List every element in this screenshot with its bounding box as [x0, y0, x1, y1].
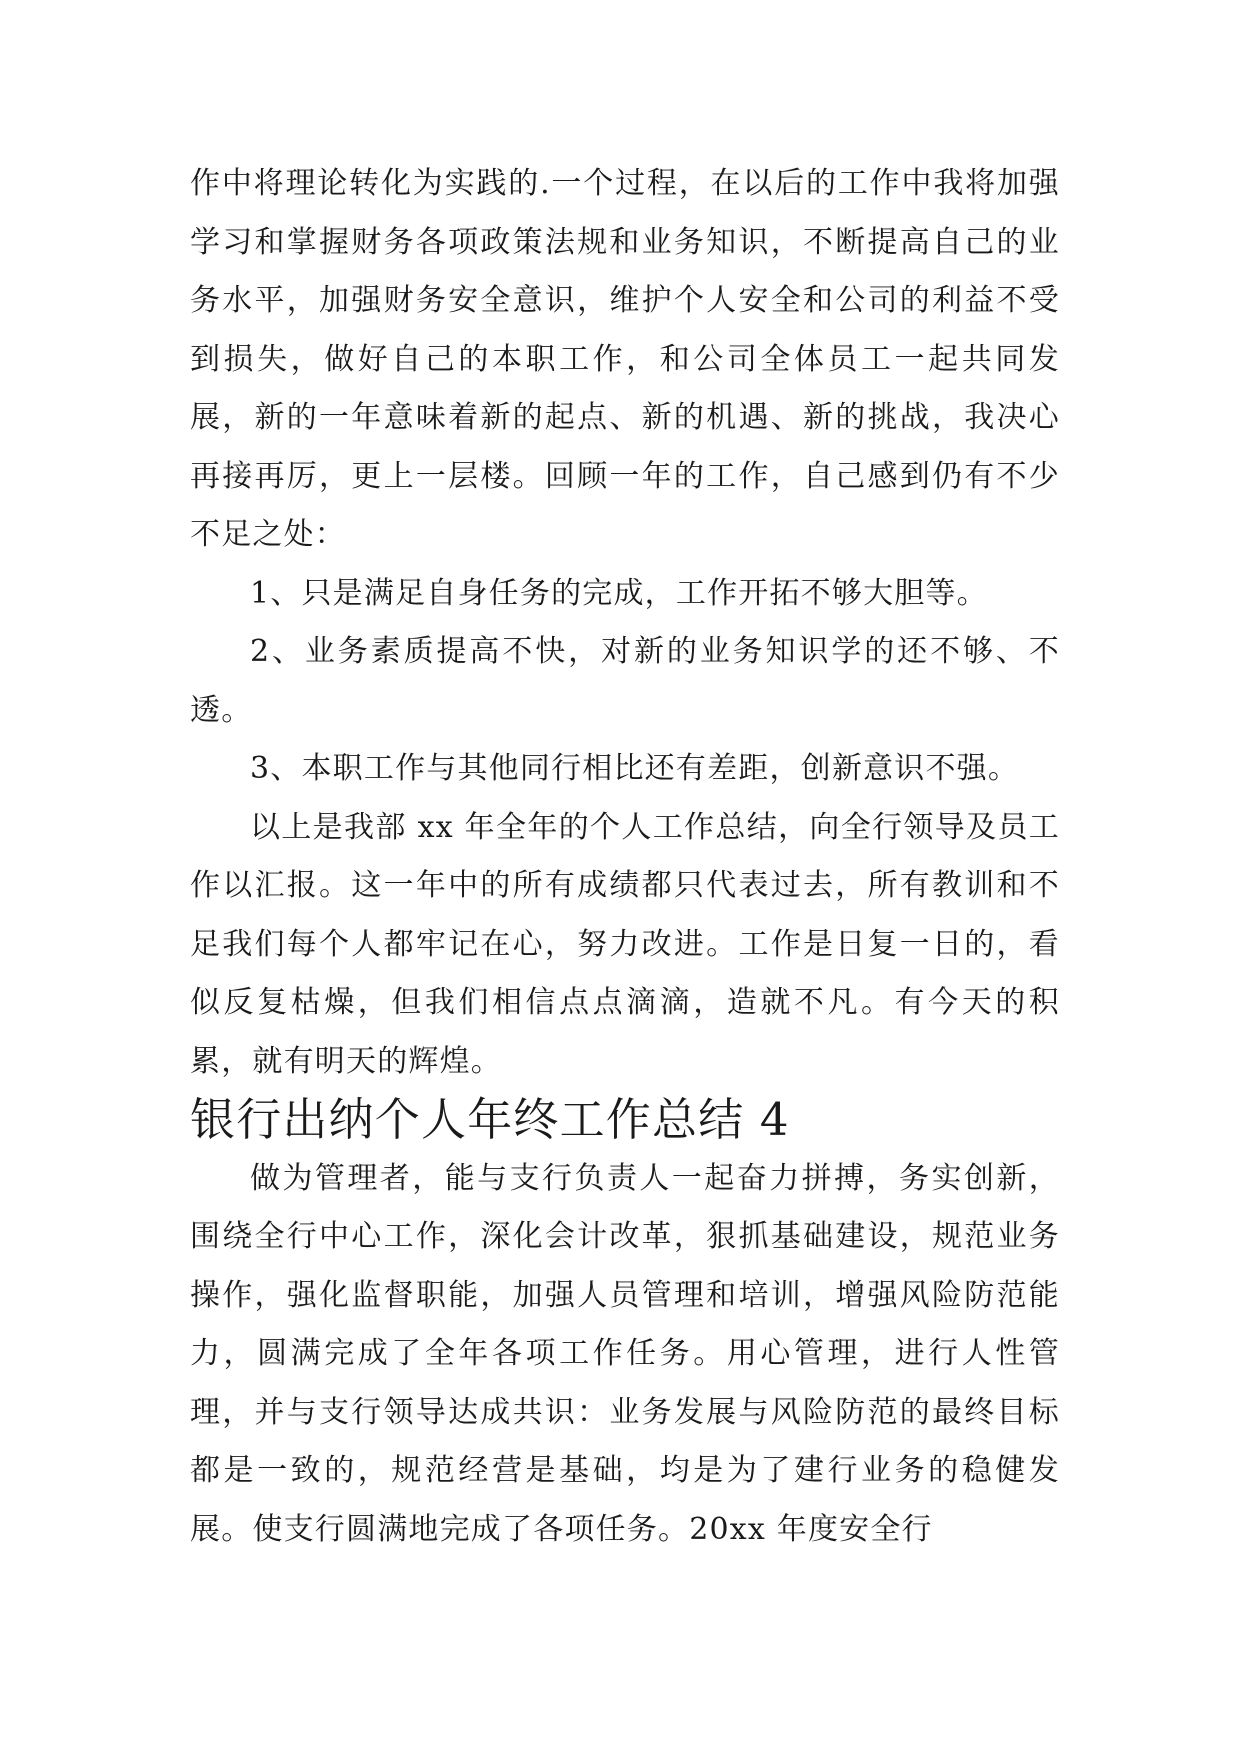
list-item-2: 2、业务素质提高不快，对新的业务知识学的还不够、不透。: [190, 634, 1060, 728]
list-item-1: 1、只是满足自身任务的完成，工作开拓不够大胆等。: [250, 575, 988, 611]
document-body: [190, 155, 1060, 1559]
paragraph-section-4: 做为管理者，能与支行负责人一起奋力拼搏，务实创新，围绕全行中心工作，深化会计改革，狠抓基础建设，规范业务操作，强化监督职能，加强人员管理和培训，增强风险防范能力，圆满完成了全年各项工作任务。用心管理，进行人性管理，并与支行领导达成共识：业务发展与风险防范的最终目标都是一致的，规范经营是基础，均是为了建行业务的稳健发展。使支行圆满地完成了各项任务。20xx 年度安全行: [190, 1160, 1060, 1547]
paragraph-continuation: 作中将理论转化为实践的.一个过程，在以后的工作中我将加强学习和掌握财务各项政策法规和业务知识，不断提高自己的业务水平，加强财务安全意识，维护个人安全和公司的利益不受到损失，做好自己的本职工作，和公司全体员工一起共同发展，新的一年意味着新的起点、新的机遇、新的挑战，我决心再接再厉，更上一层楼。回顾一年的工作，自己感到仍有不少不足之处：: [190, 166, 1060, 552]
paragraph-summary: 以上是我部 xx 年全年的个人工作总结，向全行领导及员工作以汇报。这一年中的所有成绩都只代表过去，所有教训和不足我们每个人都牢记在心，努力改进。工作是日复一日的，看似反复枯燥，但我们相信点点滴滴，造就不凡。有今天的积累，就有明天的辉煌。: [190, 809, 1060, 1079]
section-heading: 银行出纳个人年终工作总结 4: [190, 1093, 790, 1146]
list-item-3: 3、本职工作与其他同行相比还有差距，创新意识不强。: [250, 751, 1020, 786]
